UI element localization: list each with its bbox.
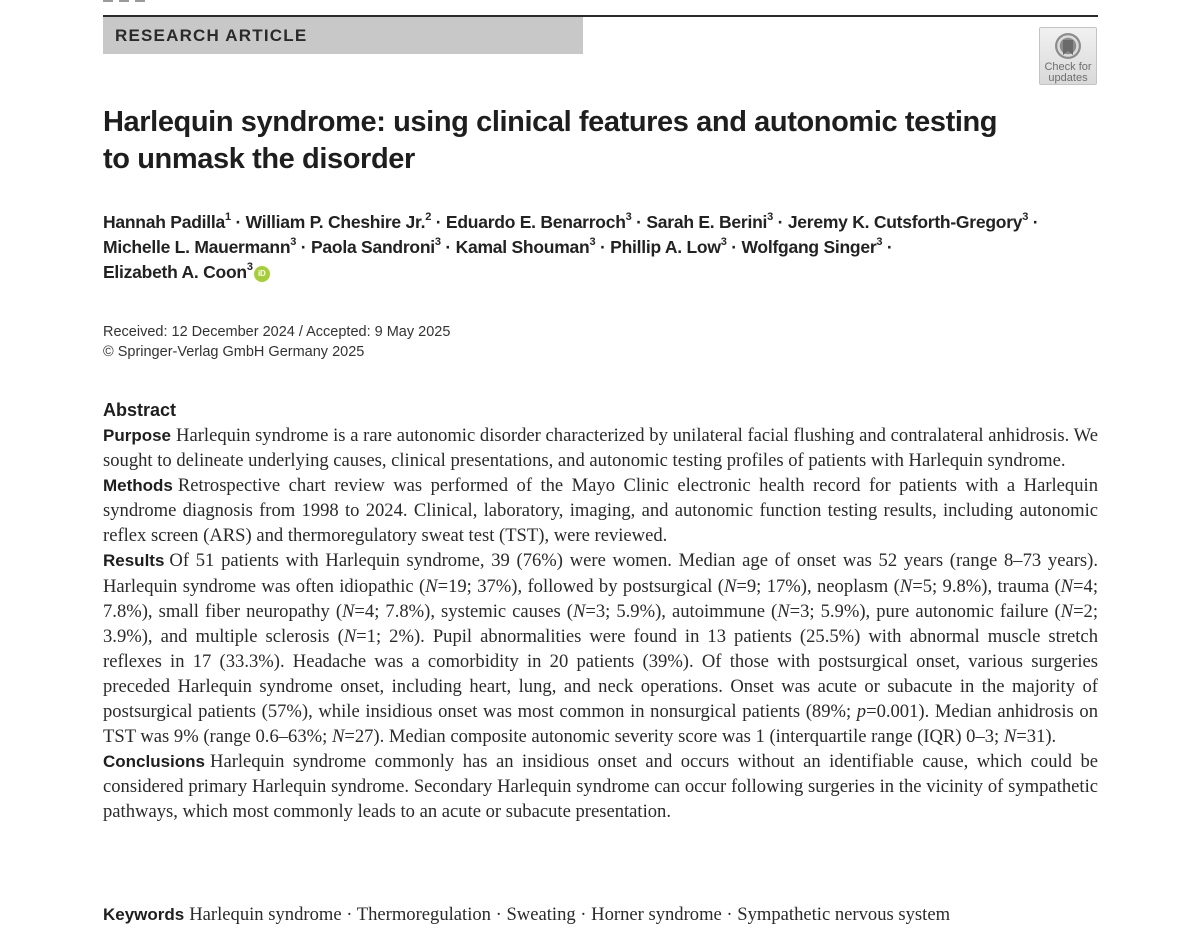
author-affiliation: 3 [876,236,883,249]
author-name[interactable]: Phillip A. Low [610,237,721,257]
results-italic-symbol: N [1003,726,1017,748]
results-italic-symbol: p [856,701,867,723]
author-affiliation: 3 [720,236,727,249]
results-italic-symbol: N [331,726,345,748]
author-name[interactable]: Sarah E. Berini [646,212,768,232]
author-separator: · [235,212,242,232]
author-affiliation: 3 [625,211,632,224]
keywords-text: Harlequin syndrome · Thermoregulation · Sweating · Horner syndrome · Sympathetic nervous system [189,904,951,925]
results-italic-symbol: N [1060,575,1074,597]
check-for-updates-button[interactable] [1039,27,1097,85]
running-head-fragment [103,0,183,6]
methods-label: Methods [103,476,173,496]
results-text: =31). [1016,726,1057,748]
article-dates [103,322,803,362]
title-line-1: Harlequin syndrome: using clinical features and autonomic testing [103,106,998,138]
abstract-purpose [103,423,1098,473]
results-text: =0.001). Median anhidrosis on TST was 9% (range 0.6–63%; [103,701,1098,748]
results-italic-symbol: N [777,600,790,622]
updates-label: updates [1048,72,1088,84]
orcid-icon[interactable]: iD [254,266,270,282]
copyright-notice: © Springer-Verlag GmbH Germany 2025 [103,344,365,360]
results-text: =9; 17%), neoplasm ( [736,575,900,597]
results-text: =1; 2%). Pupil abnormalities were found in 13 patients (25.5%) with abnormal muscle stretch reflexes in 17 (33.3%). Headache was a comorbidity in 20 patients (39%). Of those with postsurgical onset, various surgeries preceded Harlequin syndrome onset, including heart, lung, and neck operations. Onset was acute or subacute in the majority of postsurgical patients (57%), while insidious onset was most common in nonsurgical patients (89%; [103,625,1098,723]
received-accepted-dates: Received: 12 December 2024 / Accepted: 9 May 2025 [103,324,451,340]
author-separator: · [1032,212,1039,232]
author-affiliation: 3 [1022,211,1029,224]
conclusions-label: Conclusions [103,752,206,772]
author-separator: · [599,237,606,257]
author-affiliation: 3 [767,211,773,224]
author-separator: · [445,237,451,257]
author-affiliation: 3 [589,236,596,249]
results-text: =3; 5.9%), autoimmune ( [585,600,778,622]
author-name[interactable]: Michelle L. Mauermann [103,237,291,257]
author-affiliation: 2 [425,211,432,224]
abstract-results [103,548,1098,749]
author-affiliation: 3 [434,236,441,249]
author-separator: · [636,212,642,232]
abstract-methods [103,473,1098,548]
results-text: =5; 9.8%), trauma ( [912,575,1061,597]
author-affiliation: 3 [246,261,253,274]
conclusions-text: Harlequin syndrome commonly has an insidious onset and occurs without an identifiable cause, which could be considered primary Harlequin syndrome. Secondary Harlequin syndrome can occur following surgeries in the vicinity of sympathetic pathways, which most commonly leads to an acute or subacute presentation. [103,751,1098,823]
results-italic-symbol: N [899,575,913,597]
crossmark-icon [1053,31,1083,61]
keywords-label: Keywords [103,905,185,924]
author-name[interactable]: Eduardo E. Benarroch [445,212,626,232]
results-italic-symbol: N [343,625,357,647]
author-name[interactable]: Elizabeth A. Coon [103,262,247,282]
results-italic-symbol: N [572,600,586,622]
results-label: Results [103,551,165,571]
abstract-section [103,398,1098,825]
results-text: Of 51 patients with Harlequin syndrome, 39 (76%) were women. Median age of onset was 52 years (range 8–73 years). Harlequin syndrome was often idiopathic ( [103,550,1098,597]
results-italic-symbol: N [1060,600,1074,622]
author-list [103,210,1093,285]
author-name[interactable]: Wolfgang Singer [741,237,877,257]
results-italic-symbol: N [425,575,438,597]
author-separator: · [777,212,784,232]
author-name[interactable]: Hannah Padilla [103,212,225,232]
abstract-heading: Abstract [103,400,177,420]
results-text: =2; 3.9%), and multiple sclerosis ( [103,600,1099,647]
article-type-label: RESEARCH ARTICLE [115,26,308,45]
author-affiliation: 3 [290,236,297,249]
results-text: =4; 7.8%), systemic causes ( [354,600,573,622]
author-name[interactable]: Jeremy K. Cutsforth-Gregory [787,212,1023,232]
author-separator: · [300,237,307,257]
author-separator: · [886,237,893,257]
results-text: =27). Median composite autonomic severity score was 1 (interquartile range (IQR) 0–3; [344,726,1004,748]
results-text: =4; 7.8%), small fiber neuropathy ( [103,575,1098,622]
article-type-band [103,17,583,54]
results-text: =3; 5.9%), pure autonomic failure ( [789,600,1061,622]
purpose-text: Harlequin syndrome is a rare autonomic disorder characterized by unilateral facial flushing and contralateral anhidrosis. We sought to delineate underlying causes, clinical presentations, and autonomic testing profiles of patients with Harlequin syndrome. [103,425,1098,472]
author-affiliation: 1 [224,211,231,224]
author-name[interactable]: Kamal Shouman [455,237,590,257]
author-name[interactable]: Paola Sandroni [311,237,435,257]
title-line-2: to unmask the disorder [103,143,415,175]
purpose-label: Purpose [103,426,172,445]
author-separator: · [435,212,442,232]
results-text: =19; 37%), followed by postsurgical ( [437,575,724,597]
abstract-conclusions [103,749,1098,824]
author-name[interactable]: William P. Cheshire Jr. [245,212,426,232]
keywords-section [103,902,1098,927]
check-for-label: Check for [1044,61,1092,73]
author-separator: · [731,237,737,257]
results-italic-symbol: N [723,575,737,597]
article-title [103,104,1003,178]
methods-text: Retrospective chart review was performed of the Mayo Clinic electronic health record for patients with a Harlequin syndrome diagnosis from 1998 to 2024. Clinical, laboratory, imaging, and autonomic function testing results, including autonomic reflex screen (ARS) and thermoregulatory sweat test (TST), were reviewed. [103,475,1098,547]
results-italic-symbol: N [342,600,355,622]
